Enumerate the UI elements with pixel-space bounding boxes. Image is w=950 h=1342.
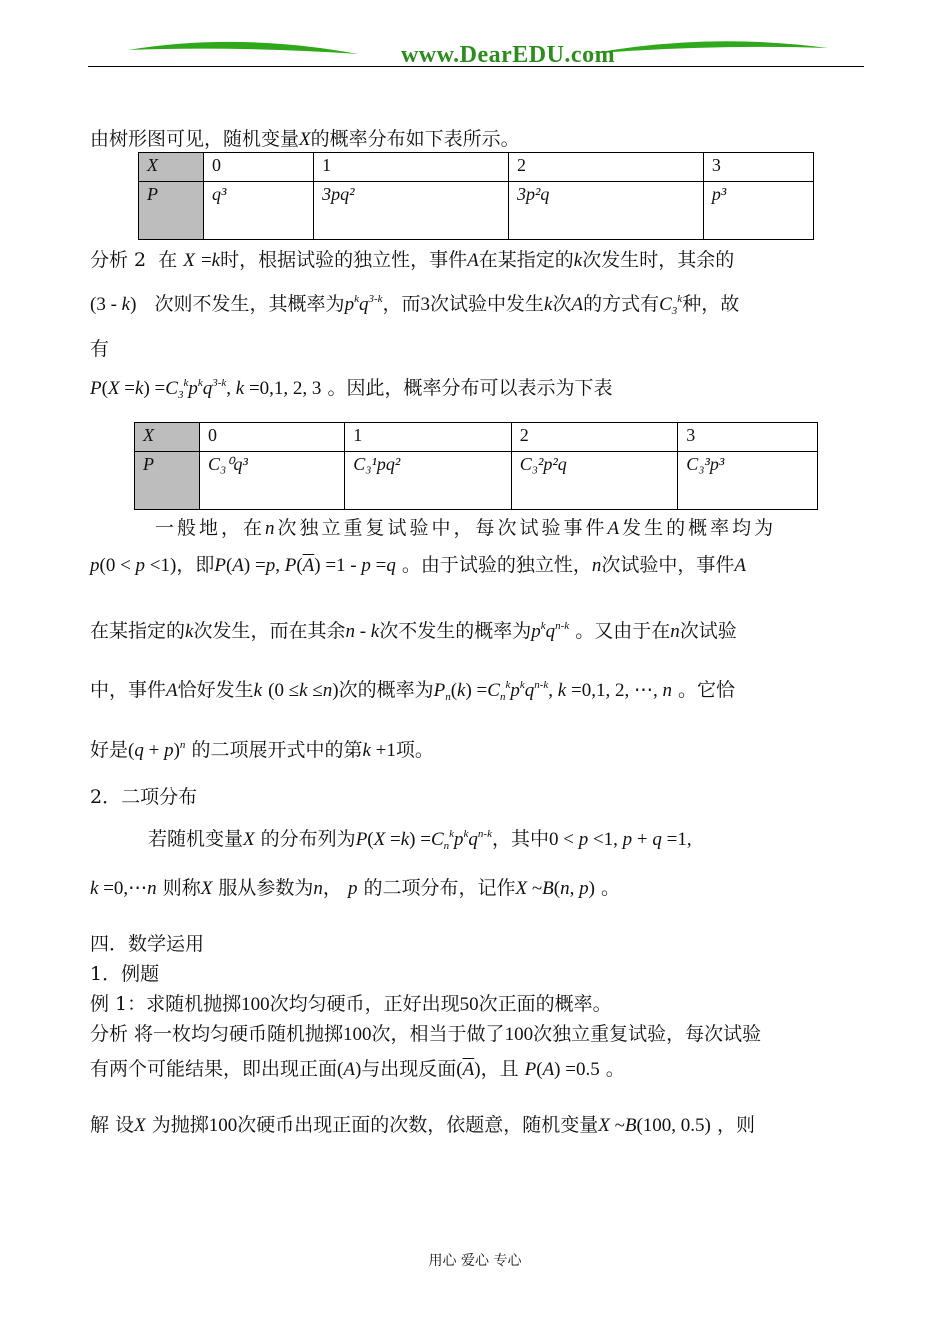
- example1-analysis-line2: 有两个可能结果，即出现正面(A)与出现反面$(\overline{A})$，且 P(A) =0.5 。: [90, 1058, 625, 1080]
- table1-header-3: 3: [703, 153, 813, 182]
- table1-header-0: 0: [204, 153, 314, 182]
- section-application-heading: 四．数学运用: [90, 933, 205, 955]
- site-logo-text: www.DearEDU.com: [400, 42, 616, 68]
- header-rule: [88, 66, 864, 67]
- table1-header-1: 1: [314, 153, 509, 182]
- binomial-line1: 若随机变量X 的分布列为$P(X =k) =C_n^kp^kq^{n-k}$，其中0 < p <1, p + q =1,: [148, 828, 692, 852]
- analysis2-line3: 有: [90, 338, 110, 360]
- binomial-line2: k =0,⋯n 则称X 服从参数为n， p 的二项分布，记作X ~B(n, p) 。: [90, 877, 620, 899]
- example1-question: 例 1：求随机抛掷100次均匀硬币，正好出现50次正面的概率。: [90, 993, 612, 1015]
- section-binomial-heading: 2．二项分布: [90, 786, 198, 808]
- table2-row-label: P: [135, 452, 200, 510]
- distribution-table-2: [134, 422, 818, 510]
- page-footer: 用心 爱心 专心: [428, 1253, 522, 1269]
- table1-cell: 3pq²: [314, 182, 509, 240]
- general-line1: 一般地，在n次独立重复试验中，每次试验事件A发生的概率均为: [155, 517, 777, 539]
- section-examples-heading: 1．例题: [90, 963, 160, 985]
- example1-solution: 解 设X 为抛掷100次硬币出现正面的次数，依题意，随机变量X ~B(100, 0.5) ，则: [90, 1114, 755, 1136]
- analysis2-line1: 分析 2 在 X =k时，根据试验的独立性，事件A在某指定的k次发生时，其余的: [90, 249, 735, 271]
- table1-row-label: P: [139, 182, 204, 240]
- analysis2-line4: $P(X =k) =C_3^kp^kq^{3-k}$, k =0,1, 2, 3 。因此，概率分布可以表示为下表: [90, 377, 613, 401]
- general-line2: p(0 < p <1)，即P(A) =p, $P(\overline{A}) =1 - p =q$ 。由于试验的独立性，n次试验中，事件A: [90, 554, 747, 576]
- table2-cell: C₃²p²q: [511, 452, 678, 510]
- table2-cell: C₃⁰q³: [200, 452, 345, 510]
- table1-cell: q³: [204, 182, 314, 240]
- table2-cell: C₃³p³: [678, 452, 818, 510]
- example1-analysis-line1: 分析 将一枚均匀硬币随机抛掷100次，相当于做了100次独立重复试验，每次试验: [90, 1023, 762, 1045]
- table1-cell: 3p²q: [508, 182, 703, 240]
- table2-header-2: 2: [511, 423, 678, 452]
- distribution-table-1: [138, 152, 814, 240]
- intro-line: 由树形图可见，随机变量X的概率分布如下表所示。: [90, 128, 520, 150]
- general-line5: 好是$(q + p)^n$ 的二项展开式中的第k +1项。: [90, 739, 434, 761]
- table2-header-0: 0: [200, 423, 345, 452]
- table2-header-3: 3: [678, 423, 818, 452]
- table2-header-x: X: [135, 423, 200, 452]
- table1-cell: p³: [703, 182, 813, 240]
- general-line3: 在某指定的k次发生，而在其余n - k次不发生的概率为$p^kq^{n-k}$ 。又由于在n次试验: [90, 620, 737, 642]
- table2-header-1: 1: [345, 423, 512, 452]
- analysis2-line2: (3 - k) 次则不发生，其概率为$p^kq^{3-k}$，而3次试验中发生k次A的方式有$C_3^k$种，故: [90, 293, 740, 317]
- table1-header-x: X: [139, 153, 204, 182]
- table2-cell: C₃¹pq²: [345, 452, 512, 510]
- table1-header-2: 2: [508, 153, 703, 182]
- general-line4: 中，事件A恰好发生k (0 ≤k ≤n)次的概率为$P_n(k) =C_n^kp^kq^{n-k}$, k =0,1, 2, ⋯, n 。它恰: [90, 679, 736, 703]
